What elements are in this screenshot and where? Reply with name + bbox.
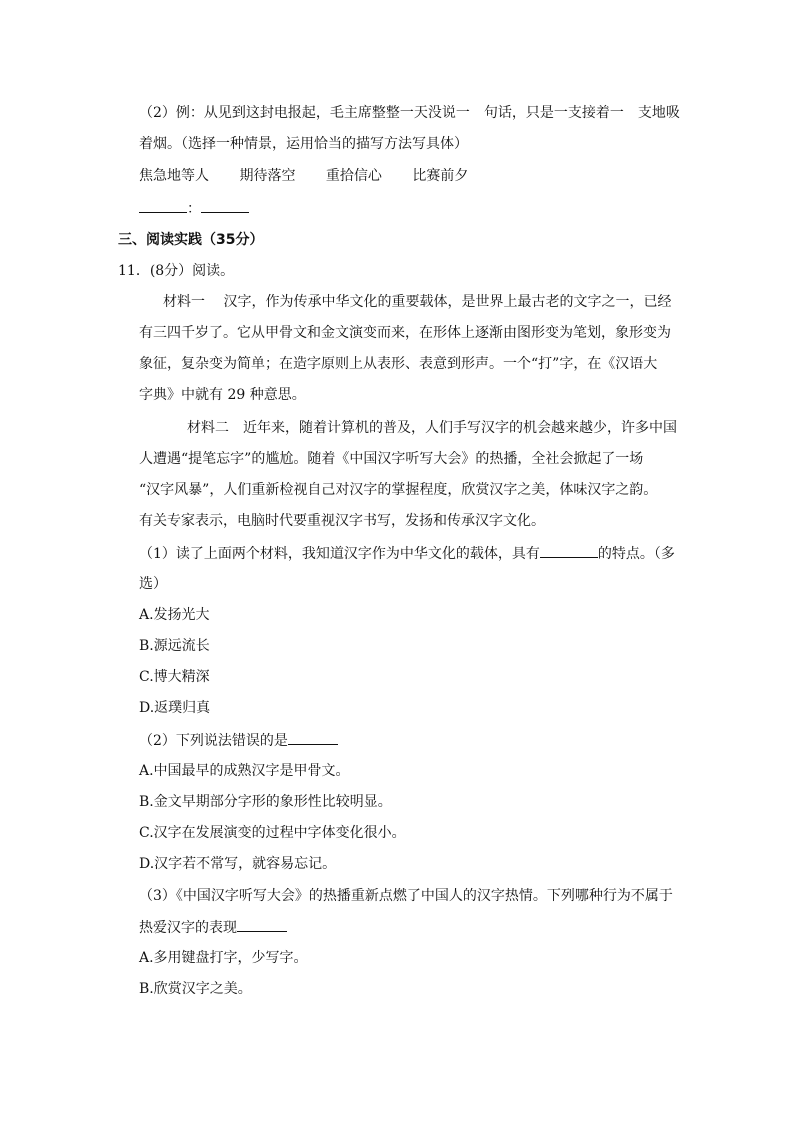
colon: ：: [187, 201, 201, 217]
question-1-continued: 选）: [139, 576, 167, 592]
material-2-line: 材料二 近年来，随着计算机的普及，人们手写汉字的机会越来越少，许多中国: [187, 420, 677, 436]
material-2-line: 人遭遇“提笔忘字”的尴尬。随着《中国汉字听写大会》的热播，全社会掀起了一场: [139, 451, 644, 467]
question-2-text: （2）下列说法错误的是: [139, 733, 288, 749]
answer-blank[interactable]: [237, 917, 287, 932]
material-1-line: 字典》中就有 29 种意思。: [139, 387, 306, 403]
scenario-word: 焦急地等人: [139, 168, 209, 184]
option-item[interactable]: C.博大精深: [139, 669, 210, 685]
scenario-word-list: [139, 166, 494, 186]
material-1-line: 有三四千岁了。它从甲骨文和金文演变而来，在形体上逐渐由图形变为笔划，象形变为: [139, 325, 671, 341]
answer-blank-row: [139, 198, 249, 219]
option-item[interactable]: A.中国最早的成熟汉字是甲骨文。: [139, 763, 350, 779]
material-2-line: 有关专家表示，电脑时代要重视汉字书写，发扬和传承汉字文化。: [139, 513, 545, 529]
option-item[interactable]: D.返璞归真: [139, 700, 211, 716]
option-item[interactable]: A.发扬光大: [139, 607, 210, 623]
answer-blank[interactable]: [201, 198, 249, 213]
question-2: [139, 730, 338, 751]
option-item[interactable]: B.欣赏汉字之美。: [139, 981, 252, 997]
section-title: 三、阅读实践（35分）: [118, 232, 264, 248]
option-item[interactable]: A.多用键盘打字，少写字。: [139, 950, 308, 966]
example-line-1: （2）例：从见到这封电报起，毛主席整整一天没说一 句话，只是一支接着一 支地吸: [139, 105, 680, 121]
question-3-text: 热爱汉字的表现: [139, 920, 237, 936]
option-item[interactable]: C.汉字在发展演变的过程中字体变化很小。: [139, 825, 406, 841]
scenario-word: 比赛前夕: [412, 168, 469, 184]
question-3-line-2: [139, 917, 287, 938]
option-item[interactable]: B.金文早期部分字形的象形性比较明显。: [139, 794, 392, 810]
material-1-line: 材料一 汉字，作为传承中华文化的重要载体，是世界上最古老的文字之一，已经: [163, 294, 672, 310]
question-11-heading: 11．(8分）阅读。: [118, 263, 235, 279]
scenario-word: 重拾信心: [325, 168, 382, 184]
answer-blank[interactable]: [139, 198, 187, 213]
material-1-line: 象征，复杂变为简单；在造字原则上从表形、表意到形声。一个“打”字，在《汉语大: [139, 356, 658, 372]
example-line-2: 着烟。（选择一种情景，运用恰当的描写方法写具体）: [139, 136, 468, 152]
option-item[interactable]: D.汉字若不常写，就容易忘记。: [139, 856, 337, 872]
question-1: [139, 543, 675, 564]
question-1-text-end: 的特点。（多: [597, 546, 675, 562]
answer-blank[interactable]: [288, 730, 338, 745]
question-3-line-1: （3）《中国汉字听写大会》的热播重新点燃了中国人的汉字热情。下列哪种行为不属于: [139, 888, 673, 904]
option-item[interactable]: B.源远流长: [139, 638, 210, 654]
material-2-line: “汉字风暴”，人们重新检视自己对汉字的掌握程度，欣赏汉字之美，体味汉字之韵。: [139, 482, 658, 498]
answer-blank[interactable]: [540, 543, 598, 558]
scenario-word: 期待落空: [239, 168, 296, 184]
question-1-text: （1）读了上面两个材料，我知道汉字作为中华文化的载体，具有: [139, 546, 540, 562]
